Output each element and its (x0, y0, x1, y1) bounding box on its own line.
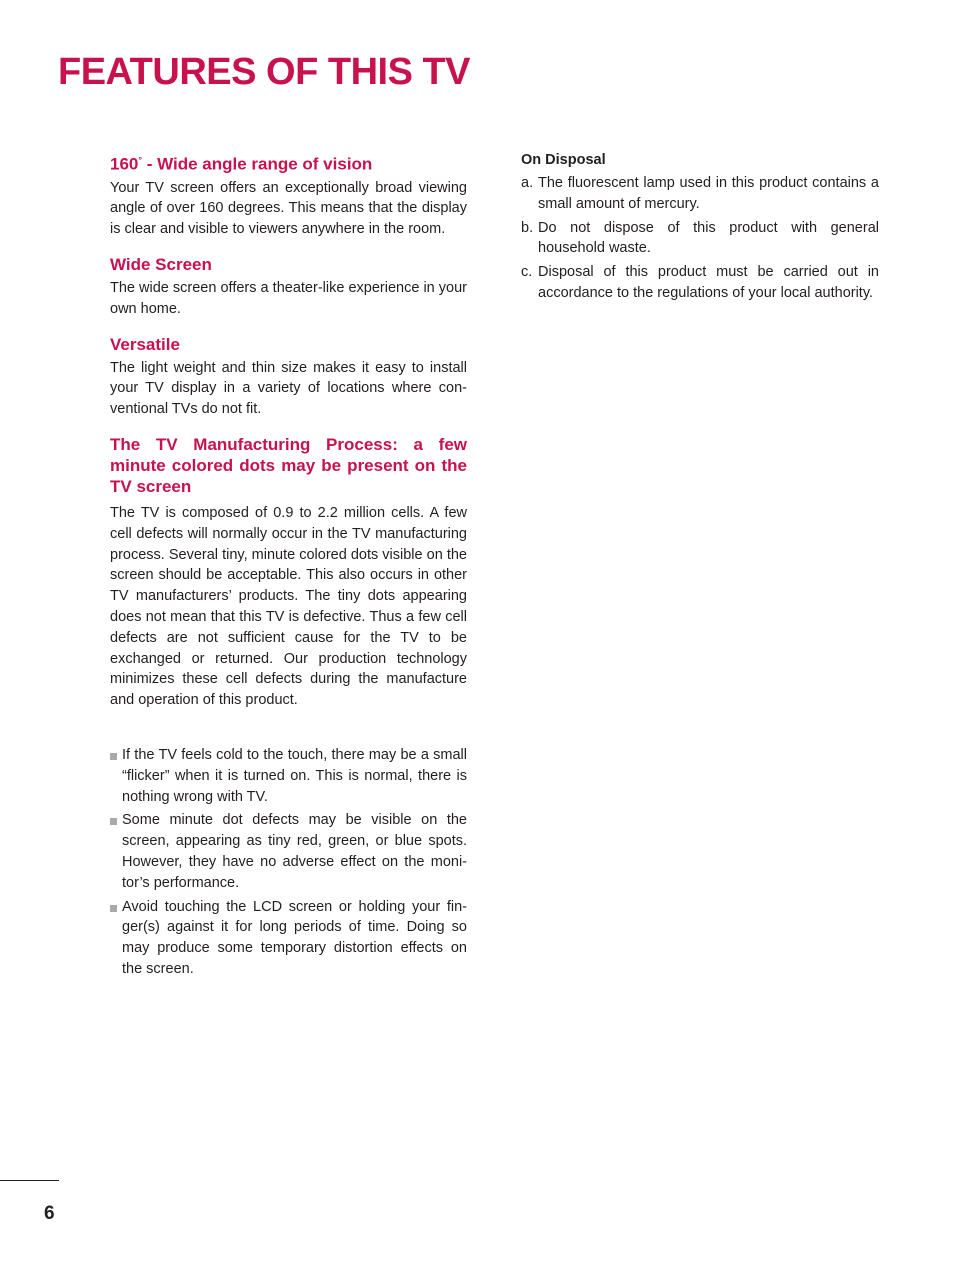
list-text: Do not dispose of this product with general household waste. (538, 219, 879, 257)
list-text: Disposal of this product must be carried out in accordance to the regulations of your local authority. (538, 264, 879, 301)
degree-symbol: ° (138, 155, 142, 165)
bullet-text: Some minute dot defects may be visible on the screen, appearing as tiny red, green, or blue spots. However, they have no adverse effect on the moni-tor’s performance. (122, 812, 467, 891)
bullet-text: If the TV feels cold to the touch, there may be a small “flicker” when it is turned on. This is normal, there is nothing wrong with TV. (122, 747, 467, 805)
list-item (521, 218, 879, 260)
section-body-manufacturing: The TV is composed of 0.9 to 2.2 million cells. A few cell defects will normally occur in the TV manufacturing process. Several tiny, minute colored dots visible on the screen should be acceptable. This also occurs in other TV manufacturers’ products. The tiny dots appearing does not mean that this TV is defective. Thus a few cell defects are not sufficient cause for the TV to be exchanged or returned. Our production technology minimizes these cell defects during the manufacture and operation of this product. (110, 505, 467, 709)
list-item (110, 810, 467, 893)
footer-divider (0, 1180, 59, 1181)
section-heading-wide-angle (110, 150, 467, 175)
left-column (110, 150, 467, 983)
list-marker: b. (521, 219, 534, 236)
list-marker: a. (521, 175, 534, 191)
square-bullet-icon (110, 905, 117, 912)
square-bullet-icon (110, 818, 117, 825)
list-item (521, 262, 879, 304)
section-body-versatile: The light weight and thin size makes it easy to install your TV display in a variety of locations where con-ventional TVs do not fit. (110, 359, 467, 418)
list-text: The fluorescent lamp used in this product contains a small amount of mercury. (538, 175, 879, 212)
section-body-wide-screen: The wide screen offers a theater-like experience in your own home. (110, 280, 467, 317)
list-item (110, 897, 467, 980)
page-title: FEATURES OF THIS TV (58, 51, 471, 93)
square-bullet-icon (110, 753, 117, 760)
section-wide-screen (110, 254, 467, 320)
notes-bullet-list (110, 745, 467, 980)
section-heading-manufacturing: The TV Manufacturing Process: a few minute colored dots may be present on the TV screen (110, 435, 467, 497)
section-heading-wide-screen: Wide Screen (110, 255, 212, 275)
section-wide-angle (110, 150, 467, 240)
right-column (521, 150, 879, 307)
section-versatile (110, 334, 467, 420)
section-body-wide-angle: Your TV screen offers an exceptionally broad viewing angle of over 160 degrees. This means that the display is clear and visible to viewers anywhere in the room. (110, 179, 467, 238)
disposal-heading: On Disposal (521, 152, 606, 168)
heading-text: - Wide angle range of vision (141, 154, 373, 174)
section-manufacturing (110, 434, 467, 711)
disposal-list (521, 173, 879, 304)
page-number: 6 (44, 1203, 55, 1224)
bullet-text: Avoid touching the LCD screen or holding your fin-ger(s) against it for long periods of time. Doing so may produce some temporary distortion effects on the screen. (122, 898, 467, 977)
list-marker: c. (521, 264, 533, 281)
list-item (110, 745, 467, 807)
section-heading-versatile: Versatile (110, 334, 180, 354)
list-item (521, 173, 879, 215)
heading-number: 160 (110, 154, 139, 174)
